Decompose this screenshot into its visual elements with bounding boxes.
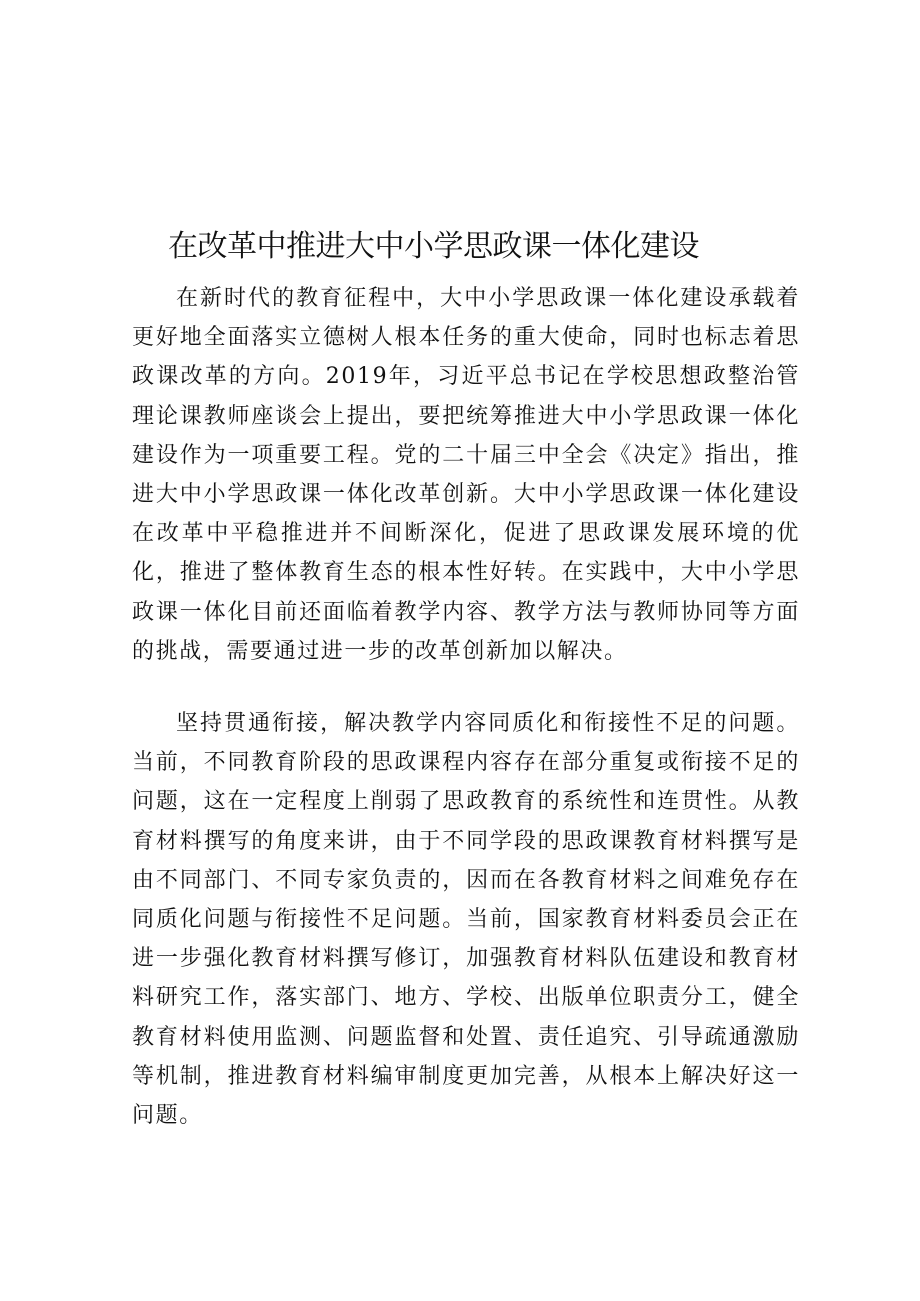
paragraph-curriculum-coherence: 坚持贯通衔接，解决教学内容同质化和衔接性不足的问题。当前，不同教育阶段的思政课程内容存在部分重复或衔接不足的问题，这在一定程度上削弱了思政教育的系统性和连贯性。从教育材料撰写的角度来讲，由于不同学段的思政课教育材料撰写是由不同部门、不同专家负责的，因而在各教育材料之间难免存在同质化问题与衔接性不足问题。当前，国家教育材料委员会正在进一步强化教育材料撰写修订，加强教育材料队伍建设和教育材料研究工作，落实部门、地方、学校、出版单位职责分工，健全教育材料使用监测、问题监督和处置、责任追究、引导疏通激励等机制，推进教育材料编审制度更加完善，从根本上解决好这一问题。 (132, 711, 800, 1129)
document-title: 在改革中推进大中小学思政课一体化建设 (168, 229, 699, 264)
paragraph-intro: 在新时代的教育征程中，大中小学思政课一体化建设承载着更好地全面落实立德树人根本任务的重大使命，同时也标志着思政课改革的方向。2019年，习近平总书记在学校思想政整治管理论课教师座谈会上提出，要把统筹推进大中小学思政课一体化建设作为一项重要工程。党的二十届三中全会《决定》指出，推进大中小学思政课一体化改革创新。大中小学思政课一体化建设在改革中平稳推进并不间断深化，促进了思政课发展环境的优化，推进了整体教育生态的根本性好转。在实践中，大中小学思政课一体化目前还面临着教学内容、教学方法与教师协同等方面的挑战，需要通过进一步的改革创新加以解决。 (132, 286, 800, 664)
